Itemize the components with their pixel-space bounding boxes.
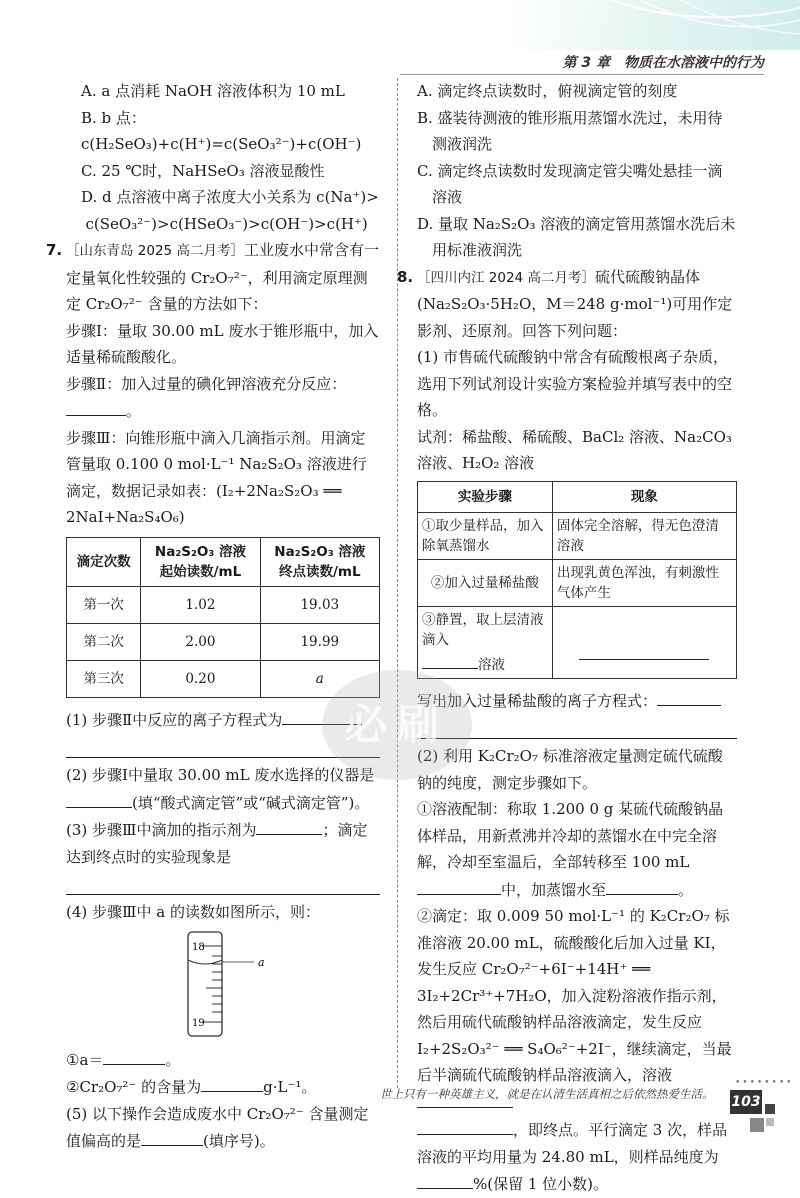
q8-step1-blank-mark[interactable]	[606, 876, 678, 895]
q7-sub4-2-text: ②Cr₂O₇²⁻ 的含量为	[66, 1078, 202, 1096]
table-cell: 19.03	[260, 586, 379, 623]
q6-option-d-cont: c(SeO₃²⁻)>c(HSeO₃⁻)>c(OH⁻)>c(H⁺)	[85, 214, 368, 233]
chapter-header: 第 3 章 物质在水溶液中的行为	[562, 55, 764, 71]
q8-sub1: (1) 市售硫代硫酸钠中常含有硫酸根离子杂质，选用下列试剂设计实验方案检验并填写表中的空格。	[417, 348, 733, 419]
q8-step2	[417, 903, 737, 1198]
q7-step3-label: 步骤Ⅲ：	[66, 428, 126, 447]
q7-step2	[66, 371, 380, 398]
q7-th-0: 滴定次数	[67, 537, 141, 586]
q7-step3	[66, 425, 380, 531]
q8-ionic-blank[interactable]	[657, 687, 721, 706]
q6-option-d: D. d 点溶液中离子浓度大小关系为 c(Na⁺)>	[81, 188, 379, 206]
table-row	[418, 512, 737, 559]
table-cell: 第一次	[67, 586, 141, 623]
q7-option-c: C. 滴定终点读数时发现滴定管尖嘴处悬挂一滴溶液	[417, 161, 723, 206]
q7-data-table	[66, 537, 380, 698]
q7-sub4-2	[66, 1073, 380, 1101]
q7-option-a: A. 滴定终点读数时，俯视滴定管的刻度	[417, 82, 678, 100]
column-divider	[397, 78, 398, 1088]
watermark-logo: 必刷	[322, 670, 472, 780]
q7-sub4-1-text: ①a＝	[66, 1050, 104, 1069]
q7-sub2-hint: (填“酸式滴定管”或“碱式滴定管”)。	[132, 793, 370, 812]
q8-ionic-text: 写出加入过量稀盐酸的离子方程式：	[417, 691, 658, 710]
q8-experiment-table	[417, 481, 737, 679]
q7-sub3	[66, 816, 380, 870]
q8-step1-blank-flask[interactable]	[417, 876, 501, 895]
q7-step3-text: 向锥形瓶中滴入几滴指示剂。用滴定管量取 0.100 0 mol·L⁻¹ Na₂S₂O₃ 溶液进行滴定，数据记录如表：(I₂+2Na₂S₂O₃ ══ 2NaI+Na₂S₄O₆)	[66, 428, 367, 526]
page-number: 103	[730, 1090, 762, 1114]
q8-source: ［四川内江 2024 高二月考］	[417, 269, 595, 286]
q7-sub4: (4) 步骤Ⅲ中 a 的读数如图所示，则：	[66, 903, 320, 921]
table-cell	[418, 606, 553, 678]
q8-step1-text-a: 称取 1.200 0 g 某硫代硫酸钠晶体样品，用新煮沸并冷却的蒸馏水在	[417, 800, 724, 845]
q7-sub2-blank[interactable]	[66, 789, 132, 808]
q7-step1-text: 量取 30.00 mL 废水于锥形瓶中，加入适量稀硫酸酸化。	[66, 321, 379, 366]
q6-option-b: B. b 点：c(H₂SeO₃)+c(H⁺)=c(SeO₃²⁻)+c(OH⁻)	[81, 108, 362, 153]
q7-sub4-1: ①a＝ 。	[66, 1046, 380, 1074]
table-cell: 第三次	[67, 660, 141, 697]
q7-sub5	[66, 1101, 380, 1155]
table-cell: 出现乳黄色浑浊，有刺激性气体产生	[552, 559, 736, 606]
q8-step2-text-c: %(保留 1 位小数)。	[473, 1175, 609, 1193]
q8-th-step: 实验步骤	[418, 481, 553, 512]
table-row	[418, 606, 737, 678]
q7-option-d: D. 量取 Na₂S₂O₃ 溶液的滴定管用蒸馏水洗后未用标准液润洗	[417, 214, 736, 259]
table-cell	[552, 606, 736, 678]
q7-sub4-2-unit: g·L⁻¹。	[263, 1078, 317, 1096]
q7-sub2-text: (2) 步骤Ⅰ中量取 30.00 mL 废水选择的仪器是	[66, 766, 375, 784]
q7-th-1: Na₂S₂O₃ 溶液 起始读数/mL	[141, 537, 260, 586]
q8-reagents: 试剂：稀盐酸、稀硫酸、BaCl₂ 溶液、Na₂CO₃ 溶液、H₂O₂ 溶液	[417, 427, 732, 472]
table-row	[67, 623, 380, 660]
q7-sub3-text: (3) 步骤Ⅲ中滴加的指示剂为	[66, 821, 257, 839]
q8-step2-text-b: ，即终点。平行滴定 3 次，样品溶液的平均用量为 24.80 mL，则样品纯度为	[417, 1121, 728, 1166]
q7-step2-blank[interactable]	[66, 397, 126, 416]
q8-step3-text: ③静置，取上层清液滴入	[422, 611, 544, 648]
q7-sub5-hint: (填序号)。	[203, 1132, 275, 1150]
q7-sub1-text: (1) 步骤Ⅱ中反应的离子方程式为	[66, 710, 283, 729]
page-ornament	[765, 1104, 775, 1114]
q8-intro: 硫代硫酸钠晶体(Na₂S₂O₃·5H₂O，M＝248 g·mol⁻¹)可用作定影剂、还原剂。回答下列问题：	[417, 267, 733, 340]
table-cell: 0.20	[141, 660, 260, 697]
q7-step1	[66, 318, 380, 371]
footer-motto: 世上只有一种英雄主义，就是在认清生活真相之后依然热爱生活。	[380, 1087, 714, 1101]
q7-step2-text: 加入过量的碘化钾溶液充分反应：	[121, 374, 347, 393]
table-cell: ②加入过量稀盐酸	[418, 559, 553, 606]
q8-step3-blank[interactable]	[422, 650, 478, 669]
q8-step1-text-b: 中完全溶解，冷却至室温后，全部转移至 100 mL	[417, 826, 718, 871]
q7-sub3-blank-indicator[interactable]	[256, 816, 322, 835]
q7-step1-label: 步骤Ⅰ：	[66, 321, 117, 340]
q8-stem	[397, 264, 737, 345]
q8-sub2: (2) 利用 K₂Cr₂O₇ 标准溶液定量测定硫代硫酸钠的纯度，测定步骤如下。	[417, 747, 723, 792]
q8-phenomenon-blank[interactable]	[579, 641, 709, 660]
table-cell: a	[260, 660, 379, 697]
table-cell: ①取少量样品，加入除氧蒸馏水	[418, 512, 553, 559]
page-dots: ••••••••	[735, 1078, 794, 1088]
q8-step1-text-c: 中，加蒸馏水至	[501, 880, 607, 899]
table-cell: 第二次	[67, 623, 141, 660]
q7-sub2	[66, 762, 380, 816]
q6-option-a: A. a 点消耗 NaOH 溶液体积为 10 mL	[81, 82, 345, 100]
burette-top-label: 18	[192, 941, 205, 953]
q7-sub3-text-b: ；滴定达到终点时的实验现象是	[66, 821, 368, 866]
q8-th-phenomenon: 现象	[552, 481, 736, 512]
table-cell: 2.00	[141, 623, 260, 660]
burette-bottom-label: 19	[192, 1017, 205, 1029]
q8-step2-text-a: ②滴定：取 0.009 50 mol·L⁻¹ 的 K₂Cr₂O₇ 标准溶液 20.00 mL，硫酸酸化后加入过量 KI，发生反应 Cr₂O₇²⁻+6I⁻+14H⁺ ══ 3I₂+2Cr³⁺+7H₂O，加入淀粉溶液作指示剂，然后用硫代硫酸钠样品溶液滴定，发生反应 I₂+2S₂O₃²⁻ ══ S₄O₆²⁻+2I⁻，继续滴定，当最后半滴硫代硫酸钠样品溶液滴入，溶液	[417, 907, 732, 1084]
header-rule	[400, 74, 764, 75]
q8-step2-blank-color-cont[interactable]	[417, 1116, 513, 1135]
table-cell: 固体完全溶解，得无色澄清溶液	[552, 512, 736, 559]
q7-intro: 工业废水中常含有一定量氧化性较强的 Cr₂O₇²⁻，利用滴定原理测定 Cr₂O₇²⁻ 含量的方法如下：	[66, 241, 379, 313]
q8-step3-suffix: 溶液	[478, 656, 505, 673]
q7-step2-answer: 。	[66, 397, 380, 425]
q8-step1: ①溶液配制：称取 1.200 0 g 某硫代硫酸钠晶体样品，用新煮沸并冷却的蒸馏水在中完全溶解，冷却至室温后，全部转移至 100 mL 中，加蒸馏水至 。	[417, 800, 724, 899]
left-column	[46, 78, 380, 1155]
q7-source: ［山东青岛 2025 高二月考］	[66, 243, 244, 259]
table-row	[67, 586, 380, 623]
q7-sub3-answer-line[interactable]	[66, 872, 380, 895]
q7-th-2: Na₂S₂O₃ 溶液 终点读数/mL	[260, 537, 379, 586]
burette-diagram	[168, 930, 278, 1040]
burette-mark-label: a	[258, 955, 265, 969]
q6-option-c: C. 25 ℃时，NaHSeO₃ 溶液显酸性	[81, 161, 325, 180]
q7-sub5-text: (5) 以下操作会造成废水中 Cr₂O₇²⁻ 含量测定值偏高的是	[66, 1104, 369, 1150]
table-cell: 1.02	[141, 586, 260, 623]
page-ornament	[766, 1118, 774, 1126]
q7-stem	[46, 237, 380, 318]
q7-number: 7.	[46, 241, 63, 259]
table-row	[418, 559, 737, 606]
header-line-ornament	[550, 0, 800, 50]
q7-step2-label: 步骤Ⅱ：	[66, 374, 122, 393]
q8-number: 8.	[397, 267, 414, 286]
q7-sub4-1-blank[interactable]	[103, 1046, 165, 1065]
q7-option-b: B. 盛装待测液的锥形瓶用蒸馏水洗过，未用待测液润洗	[417, 108, 723, 153]
table-row	[67, 660, 380, 697]
q7-sub4-2-blank[interactable]	[201, 1073, 263, 1092]
q7-sub5-blank[interactable]	[141, 1127, 203, 1146]
q8-step2-blank-purity[interactable]	[417, 1170, 473, 1189]
table-cell: 19.99	[260, 623, 379, 660]
page-ornament	[750, 1118, 764, 1132]
right-column	[397, 78, 737, 1198]
q8-step1-label: ①溶液配制：	[417, 800, 508, 818]
